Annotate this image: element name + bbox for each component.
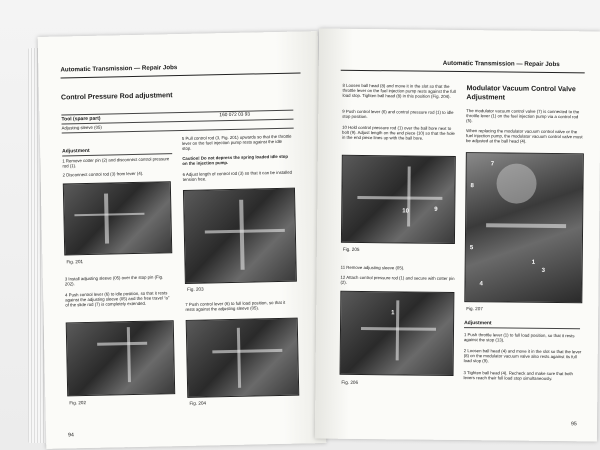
- figure-205-photo: [341, 155, 456, 244]
- right-page: [315, 29, 600, 442]
- tool-name: Adjusting sleeve (05): [61, 124, 102, 131]
- figure-203-caption: Fig. 203: [186, 286, 204, 292]
- left-page-number: 94: [68, 432, 74, 439]
- figure-202-photo: [66, 320, 176, 396]
- right-header-rule: [341, 70, 585, 74]
- left-section-title: Control Pressure Rod adjustment: [60, 92, 173, 102]
- figure-207-photo: [464, 152, 584, 303]
- figure-202-caption: Fig. 202: [69, 400, 87, 406]
- callout-205-10: 10: [402, 208, 409, 215]
- left-header-rule: [61, 72, 301, 78]
- right-running-header: Automatic Transmission — Repair Jobs: [442, 59, 560, 69]
- right-step-8: 8 Loosen ball head (8) and move it in the slot so that the throttle lever on the fuel injection pump rests against the full load stop. Tighten ball head (8) in this position (Fig. 204).: [342, 82, 456, 100]
- right-step-10: 10 Hold control pressure rod (1) over the ball bore next to bolt (9). Adjust length on the end piece (10) so that the hole in the end piece lines up with the ball bore.: [341, 124, 455, 142]
- right-adjustment-rule: [464, 327, 580, 329]
- callout-207-5: 5: [469, 245, 474, 252]
- callout-207-3: 3: [541, 267, 546, 274]
- left-running-header: Automatic Transmission — Repair Jobs: [60, 64, 178, 74]
- tool-table-rule-top: [61, 110, 293, 115]
- figure-206-photo: [340, 291, 455, 376]
- open-manual: [12, 14, 584, 440]
- right-adj-step-3: 3 Tighten ball head (4). Recheck and make sure that both levers reach their full load stop simultaneously.: [463, 370, 573, 382]
- left-step-6: 6 Adjust length of control rod (3) so that it can be installed tension free.: [182, 169, 293, 183]
- left-step-2: 2 Disconnect control rod (3) from lever (4).: [62, 170, 144, 178]
- figure-205-caption: Fig. 205: [342, 246, 360, 252]
- callout-205-9: 9: [434, 206, 438, 213]
- figure-201-photo: [63, 181, 172, 255]
- callout-207-1: 1: [531, 259, 536, 266]
- right-adjustment-label: Adjustment: [464, 320, 492, 327]
- figure-204-photo: [186, 318, 300, 398]
- right-step-12: 12 Attach control pressure rod (1) and secure with cotter pin (2).: [340, 274, 455, 286]
- callout-207-7: 7: [490, 161, 495, 168]
- figure-206-caption: Fig. 206: [341, 379, 359, 385]
- left-page: [38, 31, 327, 449]
- right-step-11: 11 Remove adjusting sleeve (05).: [340, 264, 405, 271]
- left-step-5: 5 Pull control rod (3, Fig. 201) upwards so that the throttle lever on the fuel injection pump rests against the idle stop.: [181, 133, 292, 152]
- right-section-title: Modulator Vacuum Control Valve Adjustment: [466, 85, 576, 102]
- right-adj-step-1: 1 Push throttle lever (1) to full load position, so that it rests against the stop (13).: [463, 332, 575, 343]
- left-caution: Caution! Do not depress the spring loaded idle stop on the injection pump.: [182, 153, 289, 167]
- right-page-number: 95: [570, 421, 577, 428]
- left-step-1: 1 Remove cotter pin (2) and disconnect control pressure rod (1).: [62, 156, 170, 169]
- callout-207-4: 4: [479, 281, 483, 288]
- left-step-3: 3 Install adjusting sleeve (05) over the stop pin (Fig. 202).: [64, 274, 164, 287]
- tool-number: 160 072 03 93: [219, 112, 251, 119]
- left-adjustment-label: Adjustment: [62, 147, 90, 155]
- tool-label: Tool (spare part): [61, 115, 101, 123]
- figure-204-caption: Fig. 204: [189, 400, 207, 406]
- figure-201-caption: Fig. 201: [66, 259, 84, 265]
- right-adj-step-2: 2 Loosen ball head (4) and move it in the slot so that the lever (8) on the modulator vacuum valve also rests against its full load stop (9).: [463, 348, 582, 364]
- right-step-9: 9 Push control lever (6) and control pressure rod (1) to idle stop position.: [342, 108, 454, 120]
- left-step-4: 4 Push control lever (6) to idle position, so that it rests against the adjusting sleeve (05) and the free travel “a” of the slide rod (7) is completely extended.: [65, 290, 170, 308]
- right-intro-2: When replacing the modulator vacuum control valve or the fuel injection pump, the modulator vacuum control valve must be adjusted at the ball head (4).: [465, 128, 583, 145]
- figure-207-caption: Fig. 207: [466, 306, 483, 312]
- callout-206-1: 1: [391, 310, 395, 317]
- callout-207-8: 8: [470, 183, 474, 190]
- figure-203-photo: [183, 188, 297, 284]
- left-step-7: 7 Push control lever (6) to full load position, so that it rests against the adjusting sleeve (05).: [185, 299, 286, 313]
- right-intro-1: The modulator vacuum control valve (7) is connected to the throttle lever (1) on the fuel injection pump via a control rod (5).: [466, 108, 580, 124]
